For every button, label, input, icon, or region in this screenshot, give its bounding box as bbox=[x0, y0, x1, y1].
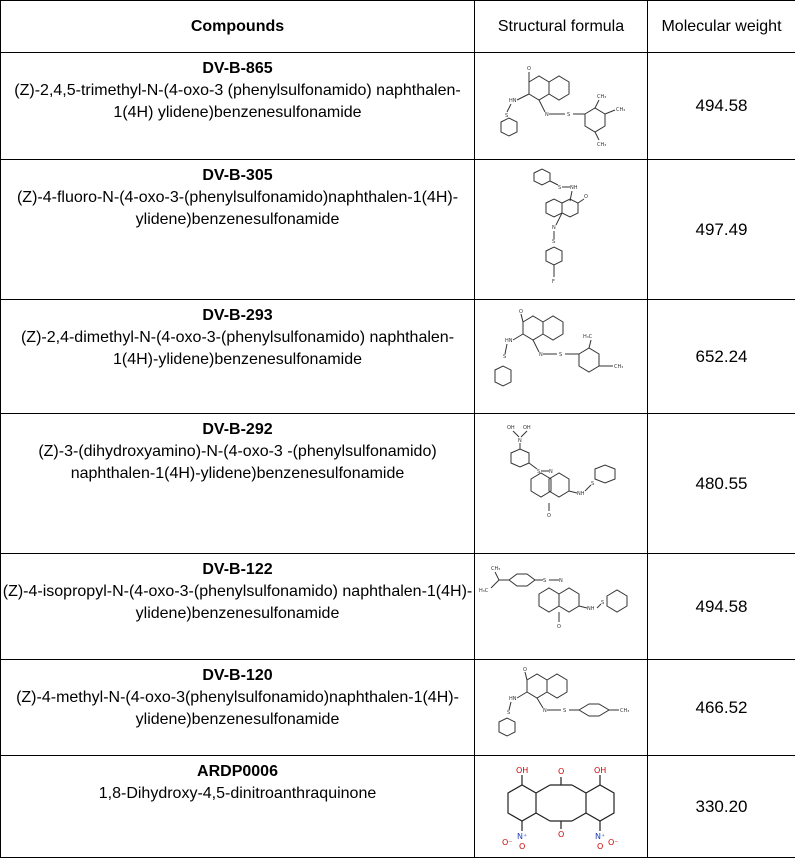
svg-text:S: S bbox=[503, 354, 506, 360]
svg-text:S: S bbox=[558, 185, 561, 191]
compound-cell bbox=[1, 53, 475, 160]
structure-cell bbox=[475, 160, 648, 300]
svg-text:O: O bbox=[527, 66, 531, 72]
svg-text:N⁺: N⁺ bbox=[595, 832, 605, 841]
svg-text:S: S bbox=[505, 113, 508, 119]
compound-iupac: (Z)-4-fluoro-N-(4-oxo-3-(phenylsulfonamido)naphthalen-1(4H)-ylidene)benzenesulfonamide bbox=[1, 187, 474, 231]
svg-text:HN: HN bbox=[509, 98, 517, 104]
svg-text:S: S bbox=[559, 352, 562, 358]
svg-text:S: S bbox=[567, 112, 570, 118]
svg-text:OH: OH bbox=[594, 766, 606, 775]
svg-text:O: O bbox=[558, 830, 564, 839]
svg-text:S: S bbox=[591, 481, 594, 487]
svg-text:O: O bbox=[558, 767, 564, 776]
svg-text:HN: HN bbox=[505, 338, 513, 344]
compound-id: DV-B-292 bbox=[1, 419, 474, 441]
svg-text:O: O bbox=[584, 194, 588, 200]
table-row bbox=[1, 414, 795, 554]
structure-image bbox=[481, 60, 641, 152]
table-row bbox=[1, 554, 795, 660]
compound-cell bbox=[1, 160, 475, 300]
compound-id: DV-B-305 bbox=[1, 165, 474, 187]
svg-text:CH₃: CH₃ bbox=[597, 142, 606, 148]
svg-text:O: O bbox=[597, 842, 603, 851]
compound-iupac: (Z)-4-isopropyl-N-(4-oxo-3-(phenylsulfonamido) naphthalen-1(4H)-ylidene)benzenesulfonamide bbox=[1, 581, 474, 625]
compound-iupac: 1,8-Dihydroxy-4,5-dinitroanthraquinone bbox=[1, 783, 474, 805]
svg-text:OH: OH bbox=[523, 425, 531, 431]
table-row bbox=[1, 300, 795, 414]
compound-iupac: (Z)-4-methyl-N-(4-oxo-3(phenylsulfonamido)naphthalen-1(4H)-ylidene)benzenesulfonamide bbox=[1, 687, 474, 731]
svg-text:O: O bbox=[519, 309, 523, 315]
header-structural-formula: Structural formula bbox=[475, 1, 648, 53]
svg-text:NH: NH bbox=[587, 606, 595, 612]
svg-text:CH₃: CH₃ bbox=[620, 708, 629, 714]
svg-text:CH₃: CH₃ bbox=[614, 364, 623, 370]
table-row bbox=[1, 53, 795, 160]
svg-text:CH₃: CH₃ bbox=[597, 94, 606, 100]
structure-cell bbox=[475, 660, 648, 756]
svg-text:N: N bbox=[539, 352, 543, 358]
compound-cell bbox=[1, 660, 475, 756]
table-row bbox=[1, 160, 795, 300]
compound-cell bbox=[1, 554, 475, 660]
svg-text:OH: OH bbox=[516, 766, 528, 775]
mw-cell: 480.55 bbox=[648, 414, 795, 554]
structure-image bbox=[477, 560, 645, 654]
svg-text:N: N bbox=[545, 112, 549, 118]
svg-text:CH₃: CH₃ bbox=[491, 566, 500, 572]
structure-image bbox=[479, 666, 643, 750]
svg-text:S: S bbox=[537, 469, 540, 475]
svg-text:S: S bbox=[543, 578, 546, 584]
svg-text:O: O bbox=[547, 513, 551, 519]
structure-image bbox=[486, 763, 636, 851]
svg-text:N: N bbox=[549, 469, 553, 475]
compound-cell bbox=[1, 756, 475, 858]
compound-iupac: (Z)-2,4,5-trimethyl-N-(4-oxo-3 (phenylsulfonamido) naphthalen-1(4H) ylidene)benzenesulfonamide bbox=[1, 80, 474, 124]
structure-cell bbox=[475, 53, 648, 160]
svg-text:N: N bbox=[543, 708, 547, 714]
header-molecular-weight: Molecular weight bbox=[648, 1, 795, 53]
svg-text:O⁻: O⁻ bbox=[608, 838, 619, 847]
svg-text:O: O bbox=[523, 667, 527, 673]
svg-text:N: N bbox=[559, 578, 563, 584]
svg-text:N: N bbox=[552, 225, 556, 231]
svg-text:O: O bbox=[557, 624, 561, 630]
svg-text:CH₃: CH₃ bbox=[616, 107, 625, 113]
svg-text:HN: HN bbox=[509, 696, 517, 702]
structure-cell bbox=[475, 756, 648, 858]
structure-image bbox=[479, 308, 643, 406]
svg-text:S: S bbox=[563, 708, 566, 714]
compound-iupac: (Z)-3-(dihydroxyamino)-N-(4-oxo-3 -(phenylsulfonamido) naphthalen-1(4H)-ylidene)benzenesulfonamide bbox=[1, 441, 474, 485]
svg-text:OH: OH bbox=[507, 425, 515, 431]
structure-cell bbox=[475, 414, 648, 554]
mw-cell: 466.52 bbox=[648, 660, 795, 756]
svg-text:F: F bbox=[552, 279, 555, 285]
compound-id: DV-B-293 bbox=[1, 305, 474, 327]
compound-id: ARDP0006 bbox=[1, 761, 474, 783]
structure-image bbox=[516, 167, 606, 293]
compound-cell bbox=[1, 414, 475, 554]
svg-text:N: N bbox=[518, 438, 522, 444]
svg-text:S: S bbox=[552, 239, 555, 245]
mw-cell: 652.24 bbox=[648, 300, 795, 414]
svg-text:H₃C: H₃C bbox=[583, 334, 593, 340]
compound-iupac: (Z)-2,4-dimethyl-N-(4-oxo-3-(phenylsulfonamido) naphthalen-1(4H)-ylidene)benzenesulfonamide bbox=[1, 327, 474, 371]
mw-cell: 494.58 bbox=[648, 554, 795, 660]
svg-text:NH: NH bbox=[570, 185, 578, 191]
svg-text:O⁻: O⁻ bbox=[502, 838, 513, 847]
svg-text:H₃C: H₃C bbox=[479, 588, 489, 594]
structure-cell bbox=[475, 300, 648, 414]
svg-text:S: S bbox=[601, 600, 604, 606]
compound-id: DV-B-120 bbox=[1, 665, 474, 687]
svg-text:O: O bbox=[519, 842, 525, 851]
compound-id: DV-B-865 bbox=[1, 58, 474, 80]
table-row bbox=[1, 660, 795, 756]
header-row bbox=[1, 1, 795, 53]
svg-text:N⁺: N⁺ bbox=[517, 832, 527, 841]
mw-cell: 497.49 bbox=[648, 160, 795, 300]
mw-cell: 330.20 bbox=[648, 756, 795, 858]
svg-text:S: S bbox=[507, 710, 510, 716]
mw-cell: 494.58 bbox=[648, 53, 795, 160]
svg-text:NH: NH bbox=[577, 491, 585, 497]
structure-image bbox=[491, 421, 631, 547]
header-compounds: Compounds bbox=[1, 1, 475, 53]
compound-id: DV-B-122 bbox=[1, 559, 474, 581]
table-row bbox=[1, 756, 795, 858]
compound-cell bbox=[1, 300, 475, 414]
structure-cell bbox=[475, 554, 648, 660]
